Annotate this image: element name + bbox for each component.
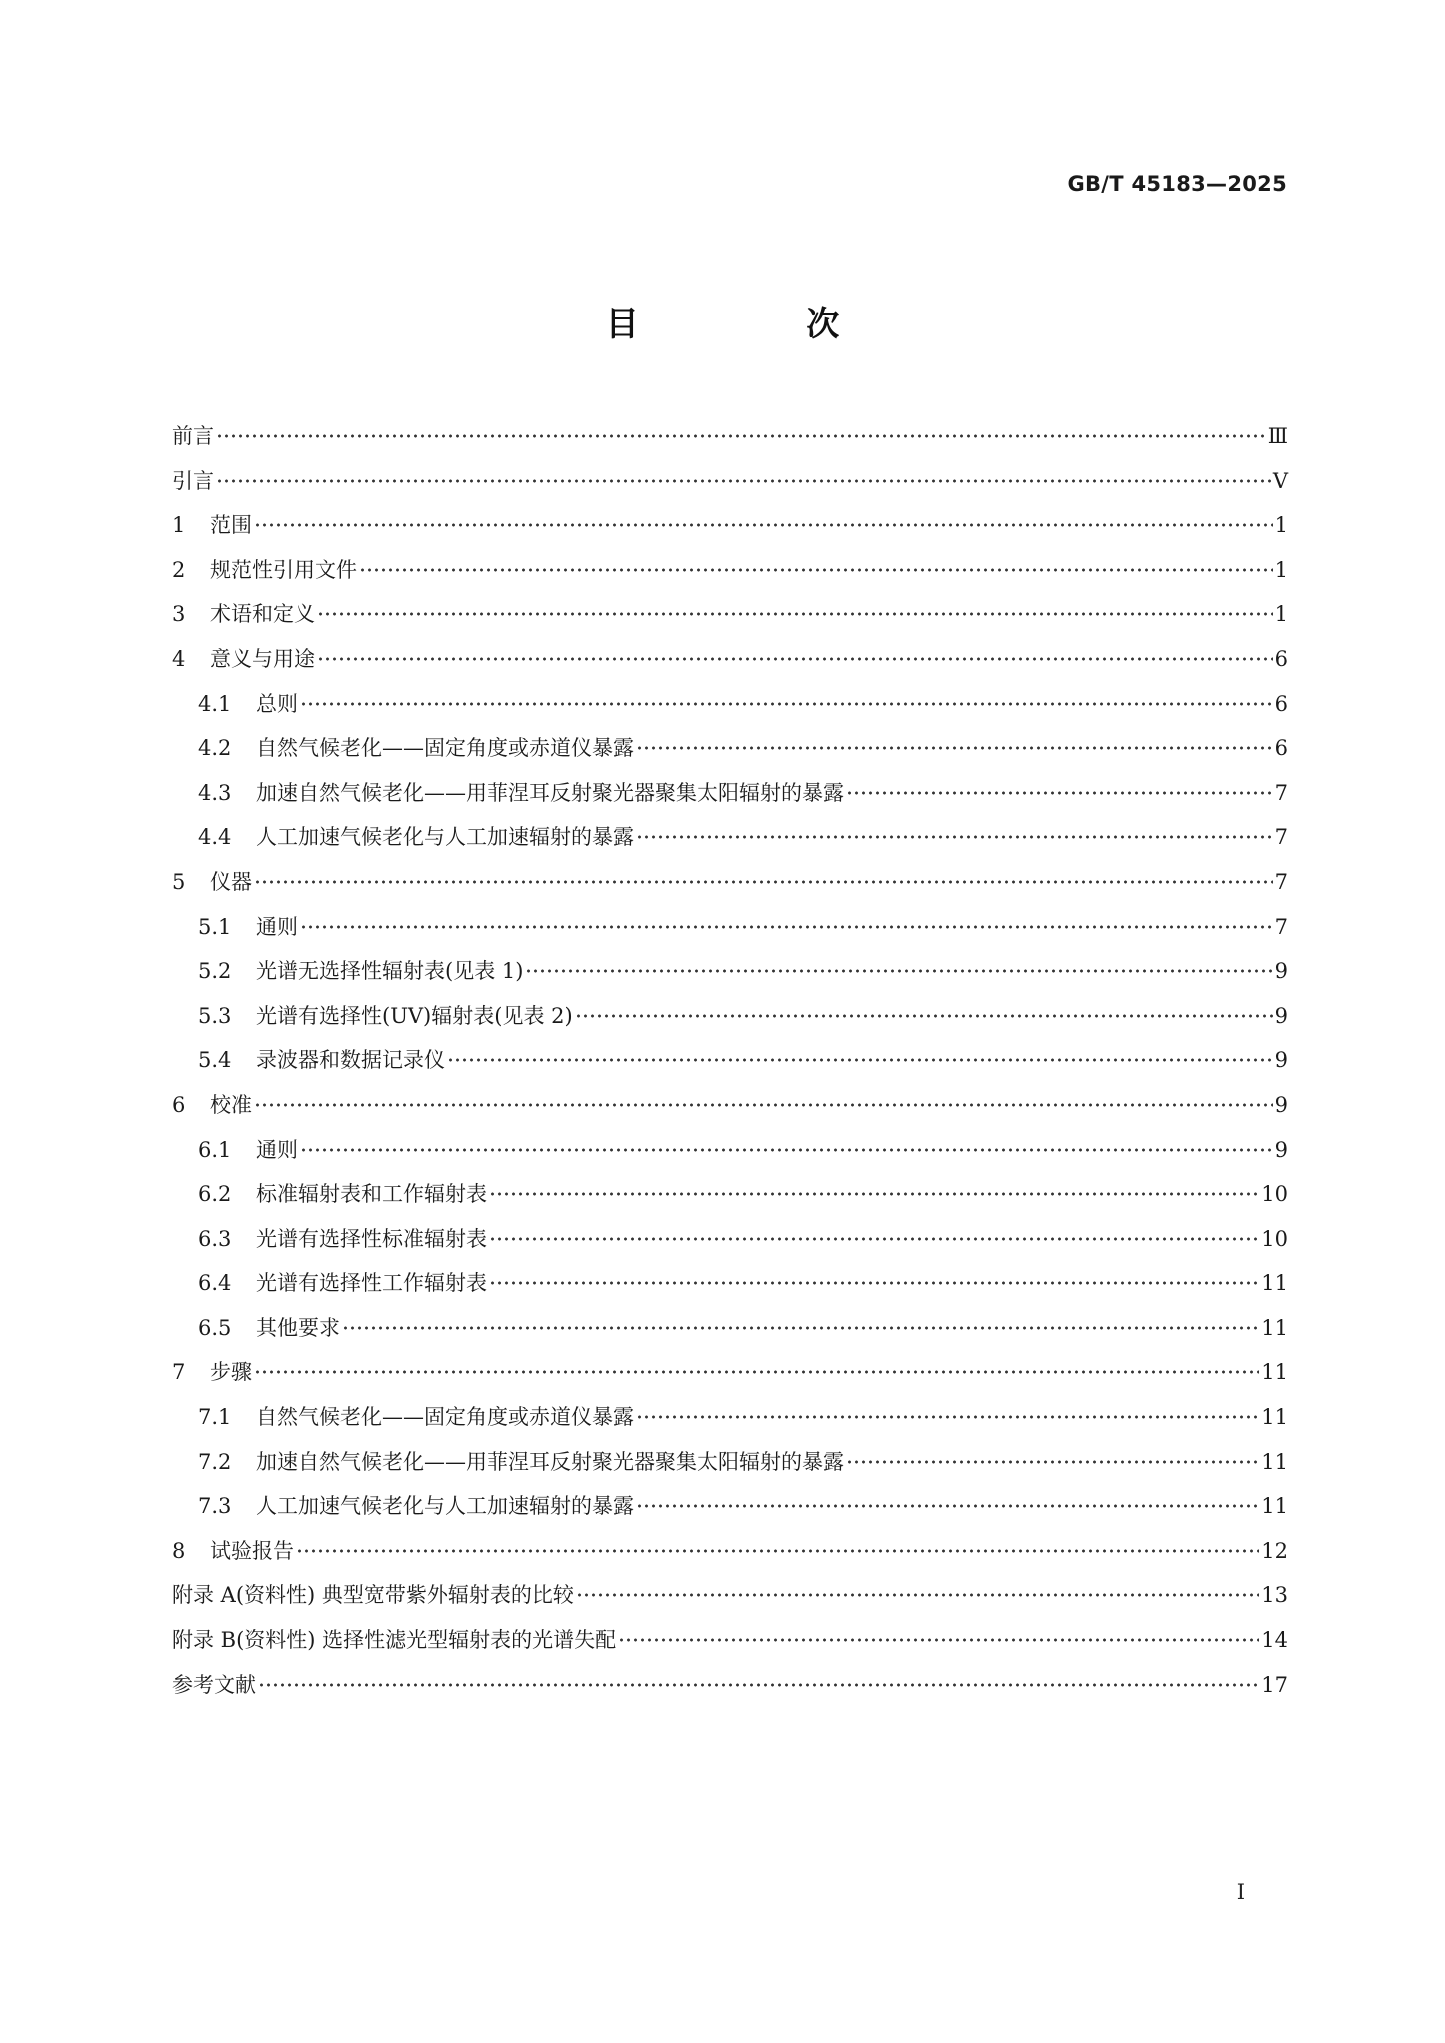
toc-entry-title: 引言 [172, 468, 214, 493]
toc-entry[interactable] [172, 1440, 1288, 1485]
toc-entry-page: 1 [1274, 602, 1288, 627]
toc-entry[interactable] [172, 1038, 1288, 1083]
toc-entry-page: 14 [1261, 1628, 1288, 1653]
toc-entry-number: 7.1 [198, 1405, 232, 1430]
toc-entry-title: 录波器和数据记录仪 [256, 1048, 445, 1073]
toc-entry-page: 6 [1274, 646, 1288, 671]
toc-entry-title: 通则 [256, 1137, 298, 1162]
toc-entry-title: 校准 [210, 1092, 252, 1117]
toc-entry-number: 6.2 [198, 1182, 232, 1207]
toc-dot-leader [254, 523, 1273, 527]
toc-entry-number: 2 [172, 557, 186, 582]
toc-entry-title: 意义与用途 [210, 646, 315, 671]
toc-entry[interactable] [172, 1395, 1288, 1440]
toc-entry[interactable] [172, 771, 1288, 816]
toc-dot-leader [300, 702, 1273, 706]
toc-entry-title: 其他要求 [256, 1315, 340, 1340]
toc-dot-leader [846, 1460, 1259, 1464]
toc-dot-leader [576, 1593, 1259, 1597]
toc-entry[interactable] [172, 949, 1288, 994]
toc-entry-number: 5.1 [198, 914, 232, 939]
toc-dot-leader [216, 479, 1271, 483]
toc-entry-title: 人工加速气候老化与人工加速辐射的暴露 [256, 825, 634, 850]
toc-entry-title: 自然气候老化——固定角度或赤道仪暴露 [256, 1405, 634, 1430]
toc-entry-number: 4.3 [198, 780, 232, 805]
toc-entry[interactable] [172, 905, 1288, 950]
toc-entry-title: 总则 [256, 691, 298, 716]
toc-dot-leader [216, 434, 1266, 438]
toc-entry[interactable] [172, 1484, 1288, 1529]
toc-entry-page: 7 [1274, 869, 1288, 894]
toc-entry-number: 6 [172, 1092, 186, 1117]
page-title: 目 次 [605, 304, 918, 343]
toc-entry-title: 通则 [256, 914, 298, 939]
toc-entry-number: 6.5 [198, 1315, 232, 1340]
toc-entry[interactable] [172, 994, 1288, 1039]
toc-entry-title: 标准辐射表和工作辐射表 [256, 1182, 487, 1207]
toc-entry[interactable] [172, 860, 1288, 905]
toc-dot-leader [317, 657, 1273, 661]
toc-dot-leader [846, 791, 1273, 795]
toc-entry-page: 11 [1261, 1315, 1288, 1340]
toc-entry[interactable] [172, 414, 1288, 459]
toc-entry[interactable] [172, 1083, 1288, 1128]
page-number: Ⅰ [1236, 1880, 1245, 1904]
toc-entry[interactable] [172, 1573, 1288, 1618]
toc-entry[interactable] [172, 1306, 1288, 1351]
toc-dot-leader [525, 969, 1272, 973]
toc-entry-page: 6 [1274, 736, 1288, 761]
toc-entry-title: 光谱有选择性标准辐射表 [256, 1226, 487, 1251]
toc-dot-leader [359, 568, 1273, 572]
toc-entry-page: 6 [1274, 691, 1288, 716]
toc-entry-number: 6.1 [198, 1137, 232, 1162]
toc-entry-title: 规范性引用文件 [210, 557, 357, 582]
toc-entry-title: 自然气候老化——固定角度或赤道仪暴露 [256, 736, 634, 761]
toc-entry-title: 加速自然气候老化——用菲涅耳反射聚光器聚集太阳辐射的暴露 [256, 780, 844, 805]
toc-entry-number: 6.4 [198, 1271, 232, 1296]
toc-entry-number: 4.1 [198, 691, 232, 716]
toc-entry-page: 1 [1274, 557, 1288, 582]
toc-entry-page: 10 [1261, 1182, 1288, 1207]
toc-entry-title: 加速自然气候老化——用菲涅耳反射聚光器聚集太阳辐射的暴露 [256, 1449, 844, 1474]
toc-entry-page: 7 [1274, 780, 1288, 805]
toc-dot-leader [636, 1415, 1259, 1419]
toc-entry[interactable] [172, 815, 1288, 860]
toc-entry-page: 7 [1274, 914, 1288, 939]
toc-entry-title: 人工加速气候老化与人工加速辐射的暴露 [256, 1494, 634, 1519]
toc-entry-number: 5 [172, 869, 186, 894]
toc-entry-page: 1 [1274, 513, 1288, 538]
toc-dot-leader [618, 1638, 1259, 1642]
toc-entry-title: 光谱有选择性工作辐射表 [256, 1271, 487, 1296]
toc-entry-title: 仪器 [210, 869, 252, 894]
toc-entry-number: 4.2 [198, 736, 232, 761]
toc-entry-page: 13 [1261, 1583, 1288, 1608]
toc-entry-page: 7 [1274, 825, 1288, 850]
toc-dot-leader [300, 925, 1273, 929]
toc-entry[interactable] [172, 1618, 1288, 1663]
toc-dot-leader [636, 1504, 1259, 1508]
toc-entry[interactable] [172, 1529, 1288, 1574]
toc-dot-leader [489, 1237, 1259, 1241]
toc-entry-page: 9 [1274, 1003, 1288, 1028]
toc-entry-title: 术语和定义 [210, 602, 315, 627]
toc-dot-leader [254, 1103, 1273, 1107]
toc-entry-page: 17 [1261, 1672, 1288, 1697]
toc-entry[interactable] [172, 503, 1288, 548]
toc-entry-title: 范围 [210, 513, 252, 538]
toc-entry-number: 6.3 [198, 1226, 232, 1251]
toc-dot-leader [636, 746, 1273, 750]
toc-entry-title: 附录 B(资料性) 选择性滤光型辐射表的光谱失配 [172, 1628, 617, 1653]
standard-code: GB/T 45183—2025 [1067, 172, 1287, 196]
toc-entry-number: 7 [172, 1360, 186, 1385]
toc-entry-number: 3 [172, 602, 186, 627]
toc-entry-page: Ⅲ [1267, 424, 1288, 448]
toc-dot-leader [342, 1326, 1259, 1330]
toc-entry-number: 7.2 [198, 1449, 232, 1474]
toc-entry-page: 11 [1261, 1271, 1288, 1296]
toc-entry-page: 9 [1274, 959, 1288, 984]
toc-entry-page: 12 [1261, 1538, 1288, 1563]
toc-dot-leader [296, 1549, 1259, 1553]
toc-entry[interactable] [172, 1350, 1288, 1395]
toc-dot-leader [317, 612, 1273, 616]
toc-dot-leader [258, 1683, 1259, 1687]
toc-entry[interactable] [172, 459, 1288, 504]
toc-entry-title: 试验报告 [210, 1538, 294, 1563]
toc-dot-leader [489, 1192, 1259, 1196]
toc-dot-leader [300, 1148, 1273, 1152]
toc-entry-number: 1 [172, 513, 186, 538]
toc-entry-page: 11 [1261, 1449, 1288, 1474]
toc-entry-number: 8 [172, 1538, 186, 1563]
toc-entry[interactable] [172, 1663, 1288, 1708]
toc-entry-page: Ⅴ [1272, 468, 1288, 493]
toc-entry[interactable] [172, 1128, 1288, 1173]
toc-entry[interactable] [172, 682, 1288, 727]
toc-entry-page: 11 [1261, 1494, 1288, 1519]
toc-entry[interactable] [172, 548, 1288, 593]
toc-entry-page: 11 [1261, 1360, 1288, 1385]
toc-entry[interactable] [172, 592, 1288, 637]
toc-entry-number: 5.3 [198, 1003, 232, 1028]
toc-dot-leader [254, 1370, 1259, 1374]
toc-dot-leader [489, 1281, 1259, 1285]
toc-entry[interactable] [172, 726, 1288, 771]
toc-entry-number: 5.4 [198, 1048, 232, 1073]
toc-entry-title: 附录 A(资料性) 典型宽带紫外辐射表的比较 [172, 1583, 574, 1608]
toc-entry-page: 9 [1274, 1137, 1288, 1162]
toc-dot-leader [447, 1058, 1273, 1062]
toc-entry-page: 9 [1274, 1048, 1288, 1073]
toc-dot-leader [254, 880, 1273, 884]
toc-entry-page: 9 [1274, 1092, 1288, 1117]
table-of-contents [172, 414, 1288, 1707]
toc-entry-title: 前言 [172, 424, 214, 448]
toc-entry-title: 光谱无选择性辐射表(见表 1) [256, 959, 524, 984]
toc-entry-number: 4 [172, 646, 186, 671]
toc-entry-title: 参考文献 [172, 1672, 256, 1697]
toc-entry[interactable] [172, 1261, 1288, 1306]
toc-entry-page: 10 [1261, 1226, 1288, 1251]
toc-entry-title: 步骤 [210, 1360, 252, 1385]
toc-entry[interactable] [172, 637, 1288, 682]
toc-entry-page: 11 [1261, 1405, 1288, 1430]
toc-entry-number: 7.3 [198, 1494, 232, 1519]
toc-dot-leader [636, 835, 1273, 839]
toc-entry-number: 4.4 [198, 825, 232, 850]
toc-entry[interactable] [172, 1217, 1288, 1262]
toc-dot-leader [575, 1014, 1273, 1018]
toc-entry[interactable] [172, 1172, 1288, 1217]
toc-entry-number: 5.2 [198, 959, 232, 984]
toc-entry-title: 光谱有选择性(UV)辐射表(见表 2) [256, 1003, 573, 1028]
